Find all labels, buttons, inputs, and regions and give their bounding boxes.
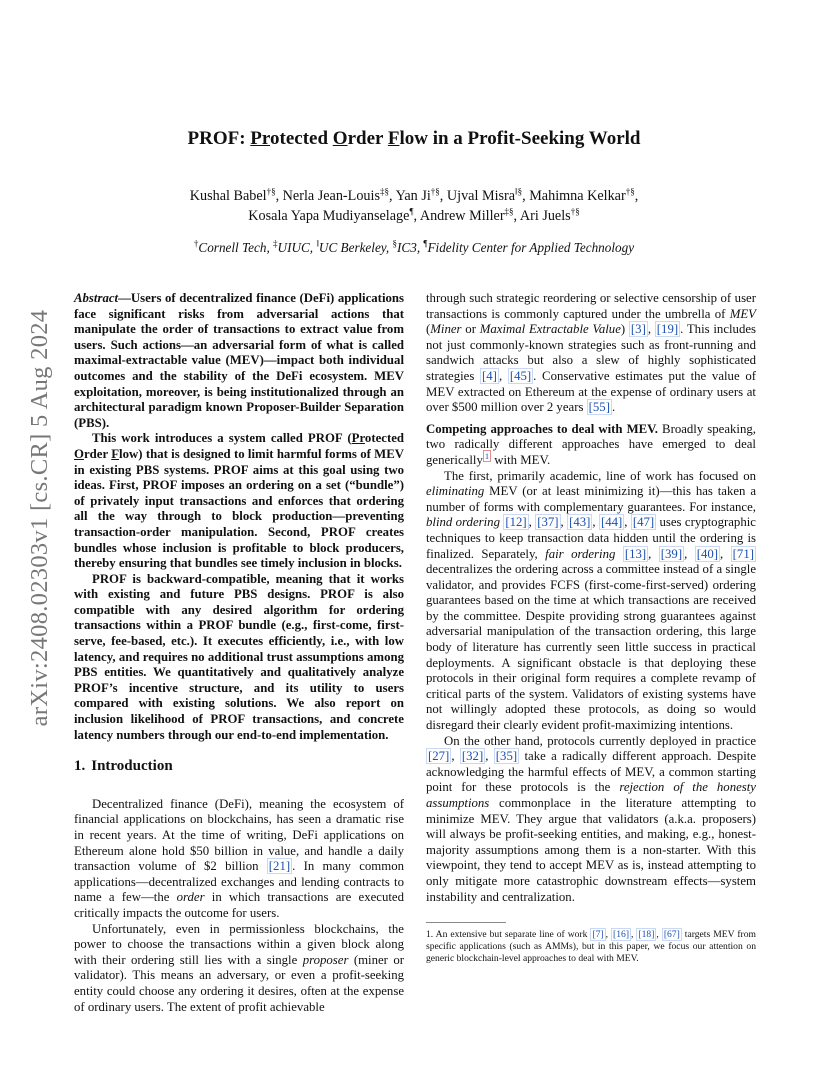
title-f2: low in a Profit-Seeking World [399, 128, 641, 149]
body-text: , [647, 322, 655, 337]
citation-link[interactable]: [47] [632, 515, 655, 530]
affil-mark: ‖ [316, 238, 319, 249]
citation-link[interactable]: [39] [660, 546, 683, 561]
body-text: commonplace in the literature attempting to minimize MEV. They argue that validators (a.k.a. proposers) will always be profit-seeking entities, and making, e.g., honest-majority assumptions among them is a non-starter. With this viewpoint, they tend to accept MEV as is, instead attempting to only mitigate more catastrophic downstream effects—system instability and centralization. [426, 796, 756, 904]
citation-link[interactable]: [7] [592, 929, 604, 940]
abstract-name-f: F [111, 446, 120, 461]
author-name: Kushal Babel [189, 188, 267, 204]
paragraph-heading: Competing approaches to deal with MEV. [426, 421, 658, 436]
body-text: with MEV. [491, 452, 551, 467]
title-o1: O [332, 128, 348, 149]
citation-link[interactable]: [3] [630, 322, 646, 337]
affil-mark: † [193, 238, 199, 249]
body-text: . [611, 400, 616, 415]
abstract-text: that is designed to limit harmful forms of MEV in existing PBS systems. PROF aims at this goal using two ideas. First, PROF imposes an ordering on a set (“bundle”) of privately input transactions and enforces that ordering all the way through to block production—preventing transaction-order manipulation. Second, PROF creates bundles whose inclusion is profitable to block producers, thereby ensuring that bundles see timely inclusion in blocks. [74, 446, 405, 571]
affil-name: IC3, [397, 240, 424, 255]
body-text: ) [620, 322, 629, 337]
citation-link[interactable]: [21] [268, 859, 291, 874]
citation-link[interactable]: [32] [461, 749, 484, 764]
body-text: . In many common applications—decentralized exchanges and lending contracts to name a few—the [74, 859, 405, 905]
citation-link[interactable]: [16] [613, 929, 630, 940]
citation-link[interactable]: [13] [624, 546, 647, 561]
citation-link[interactable]: [19] [656, 322, 679, 337]
arxiv-sidebar [18, 268, 62, 768]
citation-link[interactable]: [71] [732, 546, 754, 561]
footnote: 1. An extensive but separate line of work [7] , [16] , [18] , [67] targets MEV from specific applications (such as AMMs), but in this paper, we focus our attention on generic blockchain-level approaches to deal with MEV. [426, 922, 756, 966]
right-column [426, 291, 756, 905]
body-text: decentralizes the ordering across a committee instead of a single validator, and provides FCFS (first-come-first-served) ordering guarantees based on the time at which transactions are received by the committee. Despite providing strong guarantees against adversarial manipulation of the transaction ordering, this large body of literature has currently seen little success in practical deployments. A significant obstacle is that deploying these protocols in their original form requires a complete revamp of critical parts of the system. Validators of existing systems have not willingly adopted these protocols, as doing so would disregard their clearly evident profit-maximizing intentions. [426, 562, 756, 733]
intro-paragraph-2 [74, 922, 404, 1016]
right-paragraph-3: The first, primarily academic, line of work has focused on eliminating MEV (or at least minimizing it)—this has taken a number of forms with complementary guarantees. For instance, blind ordering [12] , [37] , [43] , [44] , [47] uses cryptographic techniques to keep transaction data hidden until the ordering is finalized. Separately, fair ordering [13] , [39] , [40] , [71] decentralizes the ordering across a committee instead of a single validator, and provides FCFS (first-come-first-served) ordering guarantees based on the time at which transactions are received by the committee. Despite providing strong guarantees against adversarial manipulation of the transaction ordering, this large body of literature has currently seen little success in practical deployments. A significant obstacle is that deploying these protocols in their original form requires a complete revamp of critical parts of the system. Validators of existing systems have not willingly adopted these protocols, as doing so would disregard their clearly evident profit-maximizing intentions. [426, 468, 756, 733]
author-mark: ‖§ [515, 186, 523, 197]
author-list [100, 186, 728, 226]
citation-link[interactable]: [37] [537, 515, 559, 530]
emphasis: order [176, 890, 205, 905]
author-mark: †§ [570, 206, 580, 217]
section-number: 1. [74, 758, 86, 775]
intro-paragraph-1 [74, 797, 404, 922]
title-p2: otected [270, 128, 333, 149]
abstract-name-p: P [351, 431, 360, 446]
abstract-name-r: r [359, 431, 365, 446]
abstract-name-rder: rder [83, 446, 108, 461]
body-text: take a radically different approach. Despite acknowledging the harmful effects of MEV, a common starting point for these protocols is the [426, 749, 756, 795]
author-mark: †§ [266, 186, 276, 197]
author-mark: ¶ [409, 206, 414, 217]
author-mark: ‡§ [504, 206, 514, 217]
affil-name: Cornell Tech, [198, 240, 274, 255]
body-text: Unfortunately, even in permissionless blockchains, the power to choose the transactions within a given block along with their ordering still lies with a single [74, 921, 404, 967]
body-text: or [461, 322, 480, 337]
citation-link[interactable]: [45] [509, 368, 532, 383]
affil-name: UC Berkeley, [318, 240, 393, 255]
affil-name: Fidelity Center for Applied Technology [427, 240, 635, 255]
footnote-text: 1. An extensive but separate line of work [426, 929, 591, 940]
author-line-2: Kosala Yapa Mudiyanselage¶, Andrew Miller‡§, Ari Juels†§ [248, 206, 580, 224]
abstract-text: PROF is backward-compatible, meaning that it works with existing and future PBS designs. PROF is also compatible with any desired algorithm for ordering transactions within a PROF bundle (e.g., first-come, first-serve, fee-based, etc.). It executes efficiently, i.e., with low latency, and requires no additional trust assumptions among PBS entities. We quantitatively and qualitatively analyze PROF’s incentive structure, and its utility to users compared with existing solutions. We also report on inclusion likelihood of PROF transactions, and concrete latency numbers through our end-to-end implementation. [74, 571, 404, 742]
author-name: Yan Ji [395, 188, 431, 204]
author-name: Ari Juels [519, 208, 571, 224]
citation-link[interactable]: [40] [696, 546, 719, 561]
emphasis: Maximal Extractable Value [479, 322, 621, 337]
emphasis: rejection of the honesty assumptions [426, 780, 756, 810]
author-name: Mahimna Kelkar [529, 188, 626, 204]
citation-link[interactable]: [27] [428, 749, 450, 764]
abstract-text: —Users of decentralized finance (DeFi) applications face significant risks from adversarial actions that manipulate the order of transactions to extract value from users. Such actions—an adversarial form of what is called maximal-extractable value (MEV)—impact both individual outcomes and the stability of the DeFi ecosystem. MEV exploitation, moreover, is being institutionalized through an architectural paradigm known Proposer-Builder Separation (PBS). [74, 291, 404, 430]
author-name: Nerla Jean-Louis [282, 188, 380, 204]
body-text: , [498, 368, 508, 383]
abstract-paragraph-2 [74, 431, 404, 571]
body-text: The first, primarily academic, line of work has focused on [444, 468, 756, 483]
arxiv-identifier: arXiv:2408.02303v1 [cs.CR] 5 Aug 2024 [26, 309, 53, 727]
author-name: Ujval Misra [446, 188, 516, 204]
abstract-label: Abstract [74, 291, 119, 305]
abstract-name-o: O [74, 446, 84, 461]
emphasis: blind ordering [426, 515, 500, 530]
emphasis: Miner [430, 322, 462, 337]
author-name: Kosala Yapa Mudiyanselage [248, 208, 410, 224]
body-text [615, 547, 622, 561]
left-column [74, 291, 404, 1015]
body-text: uses cryptographic techniques to keep transaction data hidden until the ordering is finalized. Separately, [426, 515, 756, 561]
abstract-name-otected: otected [364, 431, 404, 446]
author-mark: ‡§ [379, 186, 389, 197]
body-text: . This includes not just commonly-known strategies such as front-running and sandwich attacks but also a slew of highly sophisticated strategies [426, 322, 757, 383]
footnote-text: targets MEV from specific applications (such as AMMs), but in this paper, we focus our attention on generic blockchain-level approaches to deal with MEV. [426, 929, 757, 965]
abstract-paragraph-1 [74, 291, 404, 431]
body-text: ( [426, 322, 431, 337]
emphasis: fair ordering [545, 546, 616, 561]
section-heading [74, 759, 404, 775]
citation-link[interactable]: [12] [505, 515, 527, 530]
author-line-1: Kushal Babel†§, Nerla Jean-Louis‡§, Yan Ji†§, Ujval Misra‖§, Mahimna Kelkar†§, [189, 186, 639, 204]
footnote-link[interactable]: 1 [484, 450, 490, 461]
abstract-name-low: low) [119, 446, 143, 461]
right-paragraph-1 [426, 291, 756, 416]
affil-name: UIUC, [277, 240, 317, 255]
title-prefix: PROF: [187, 128, 251, 149]
abstract-paragraph-3 [74, 572, 404, 744]
citation-link[interactable]: [35] [495, 749, 518, 764]
citation-link[interactable]: [18] [638, 929, 655, 940]
body-text: in which transactions are executed critically impacts the outcome for users. [74, 890, 404, 920]
affiliations [0, 240, 828, 256]
body-text: On the other hand, protocols currently deployed in practice [444, 733, 756, 748]
citation-link[interactable]: [67] [663, 929, 680, 940]
body-text: Broadly speaking, two radically different approaches have emerged to deal generically [426, 421, 756, 467]
body-text: . Conservative estimates put the value of MEV extracted on Ethereum at the expense of ordinary users at over $500 million over 2 years [426, 368, 756, 415]
title-p1: Pr [250, 128, 270, 149]
author-mark: †§ [625, 186, 635, 197]
affil-mark: ¶ [423, 238, 428, 249]
affil-mark: § [392, 238, 398, 249]
abstract-text: This work introduces a system called PROF ( [92, 431, 352, 446]
citation-link[interactable]: [43] [569, 515, 591, 530]
citation-link[interactable]: [55] [588, 400, 610, 415]
title-f1: F [387, 128, 400, 149]
footnote-rule [426, 922, 506, 923]
section-title: Introduction [91, 758, 173, 775]
author-name: Andrew Miller [419, 208, 505, 224]
body-text: Decentralized finance (DeFi), meaning the ecosystem of financial applications on blockchains, has seen a dramatic rise in recent years. At the time of writing, DeFi applications on Ethereum alone hold $50 billion in value, and handle a daily transaction volume of $2 billion [74, 796, 404, 874]
affil-mark: ‡ [273, 238, 278, 249]
paper-title [0, 128, 828, 150]
body-text: (miner or validator). This means an adversary, or even a profit-seeking entity could choose any ordering it desires, often at the expense of ordinary users. The extent of profit achievable [74, 952, 404, 1014]
body-text: through such strategic reordering or selective censorship of user transactions is commonly captured under the umbrella of [426, 291, 756, 321]
abstract [74, 291, 404, 743]
emphasis: eliminating [426, 484, 485, 499]
right-paragraph-4: On the other hand, protocols currently deployed in practice [27] , [32] , [35] take a radically different approach. Despite acknowledging the harmful effects of MEV, a common starting point for these protocols is the rejection of the honesty assumptions commonplace in the literature attempting to minimize MEV. They argue that validators (a.k.a. proposers) will always be profit-seeking entities, and making, e.g., honest-majority assumptions among them is a non-starter. With this viewpoint, they tend to accept MEV as is, instead attempting to only mitigate more catastrophic downstream effects—system instability and centralization. [426, 733, 756, 904]
emphasis: proposer [302, 952, 349, 967]
right-paragraph-2 [426, 422, 756, 469]
author-mark: †§ [430, 186, 440, 197]
title-o2: rder [347, 128, 388, 149]
citation-link[interactable]: [4] [482, 368, 497, 383]
citation-link[interactable]: [44] [600, 515, 623, 530]
emphasis: MEV [729, 306, 756, 321]
body-text: MEV (or at least minimizing it)—this has taken a number of forms with complementary guarantees. For instance, [426, 484, 756, 514]
